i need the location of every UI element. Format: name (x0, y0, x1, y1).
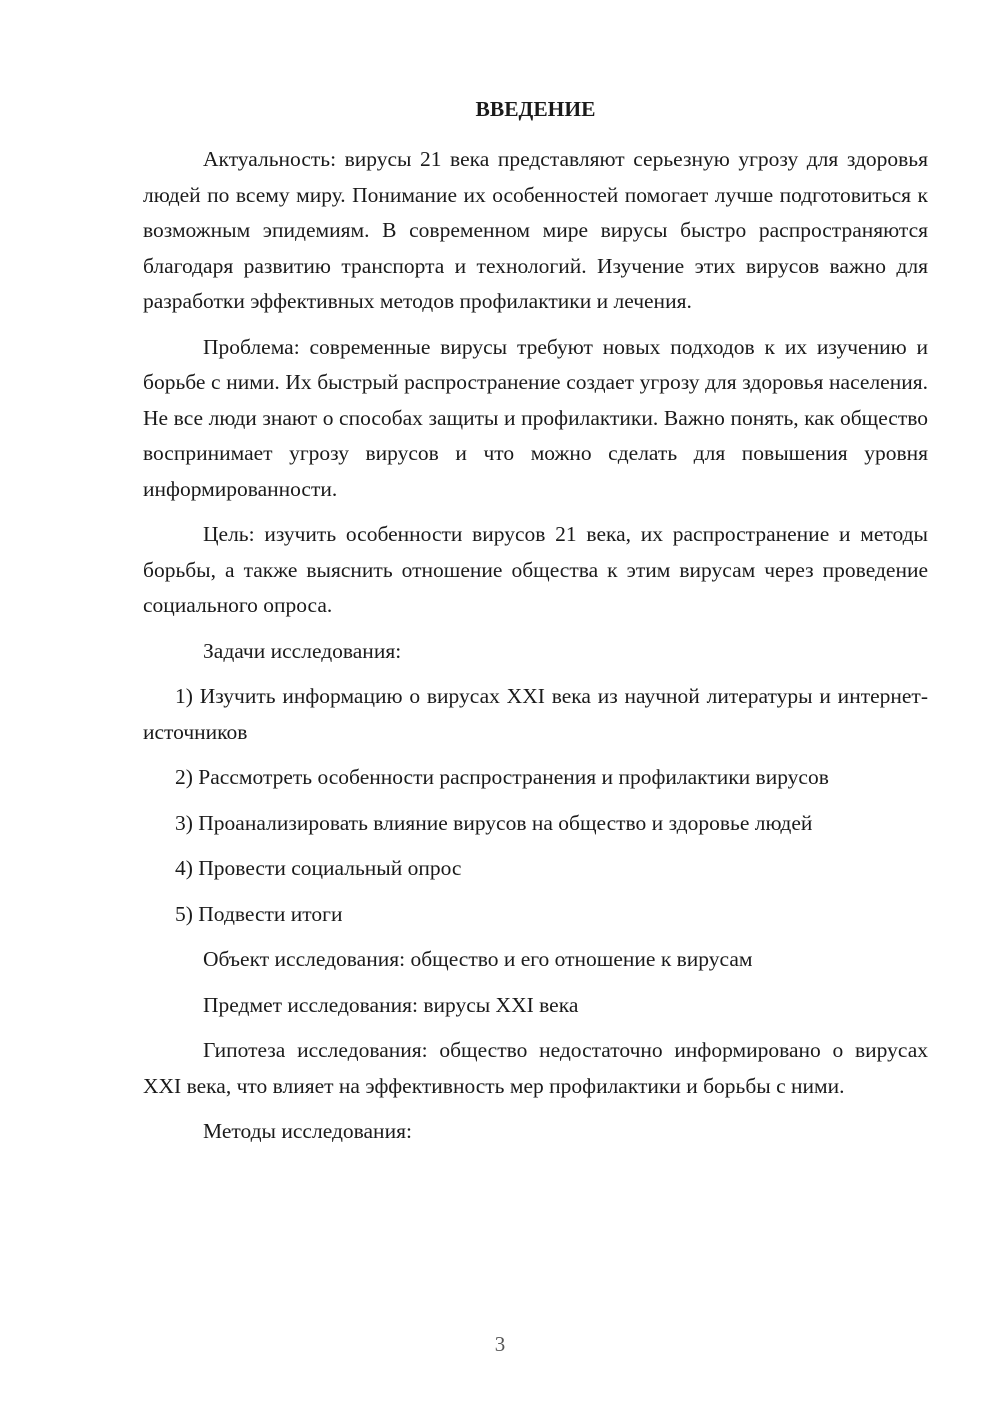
relevance-paragraph: Актуальность: вирусы 21 века представляют серьезную угрозу для здоровья людей по всему миру. Понимание их особенностей помогает лучше подготовиться к возможным эпидемиям. В современном мире вирусы быстро распространяются благодаря развитию транспорта и технологий. Изучение этих вирусов важно для разработки эффективных методов профилактики и лечения. (143, 147, 928, 313)
task-item-2: 2) Рассмотреть особенности распространения и профилактики вирусов (175, 765, 829, 789)
task-item-5: 5) Подвести итоги (175, 901, 343, 926)
goal-paragraph: Цель: изучить особенности вирусов 21 века, их распространение и методы борьбы, а также выяснить отношение общества к этим вирусам через проведение социального опроса. (143, 522, 928, 617)
task-item-3: 3) Проанализировать влияние вирусов на общество и здоровье людей (175, 810, 813, 835)
task-item-1: 1) Изучить информацию о вирусах XXI века из научной литературы и интернет-источников (143, 684, 928, 744)
tasks-heading: Задачи исследования: (203, 638, 402, 663)
task-item-4: 4) Провести социальный опрос (175, 856, 462, 880)
hypothesis-paragraph: Гипотеза исследования: общество недостаточно информировано о вирусах XXI века, что влияет на эффективность мер профилактики и борьбы с ними. (143, 1038, 928, 1098)
document-page (143, 92, 928, 1160)
object-paragraph: Объект исследования: общество и его отношение к вирусам (203, 947, 753, 971)
methods-heading: Методы исследования: (203, 1119, 412, 1143)
subject-paragraph: Предмет исследования: вирусы XXI века (203, 992, 579, 1017)
page-title: ВВЕДЕНИЕ (475, 97, 596, 121)
page-number: 3 (494, 1332, 506, 1356)
problem-paragraph: Проблема: современные вирусы требуют новых подходов к их изучению и борьбе с ними. Их быстрый распространение создает угрозу для здоровья населения. Не все люди знают о способах защиты и профилактики. Важно понять, как общество воспринимает угрозу вирусов и что можно сделать для повышения уровня информированности. (143, 334, 928, 501)
